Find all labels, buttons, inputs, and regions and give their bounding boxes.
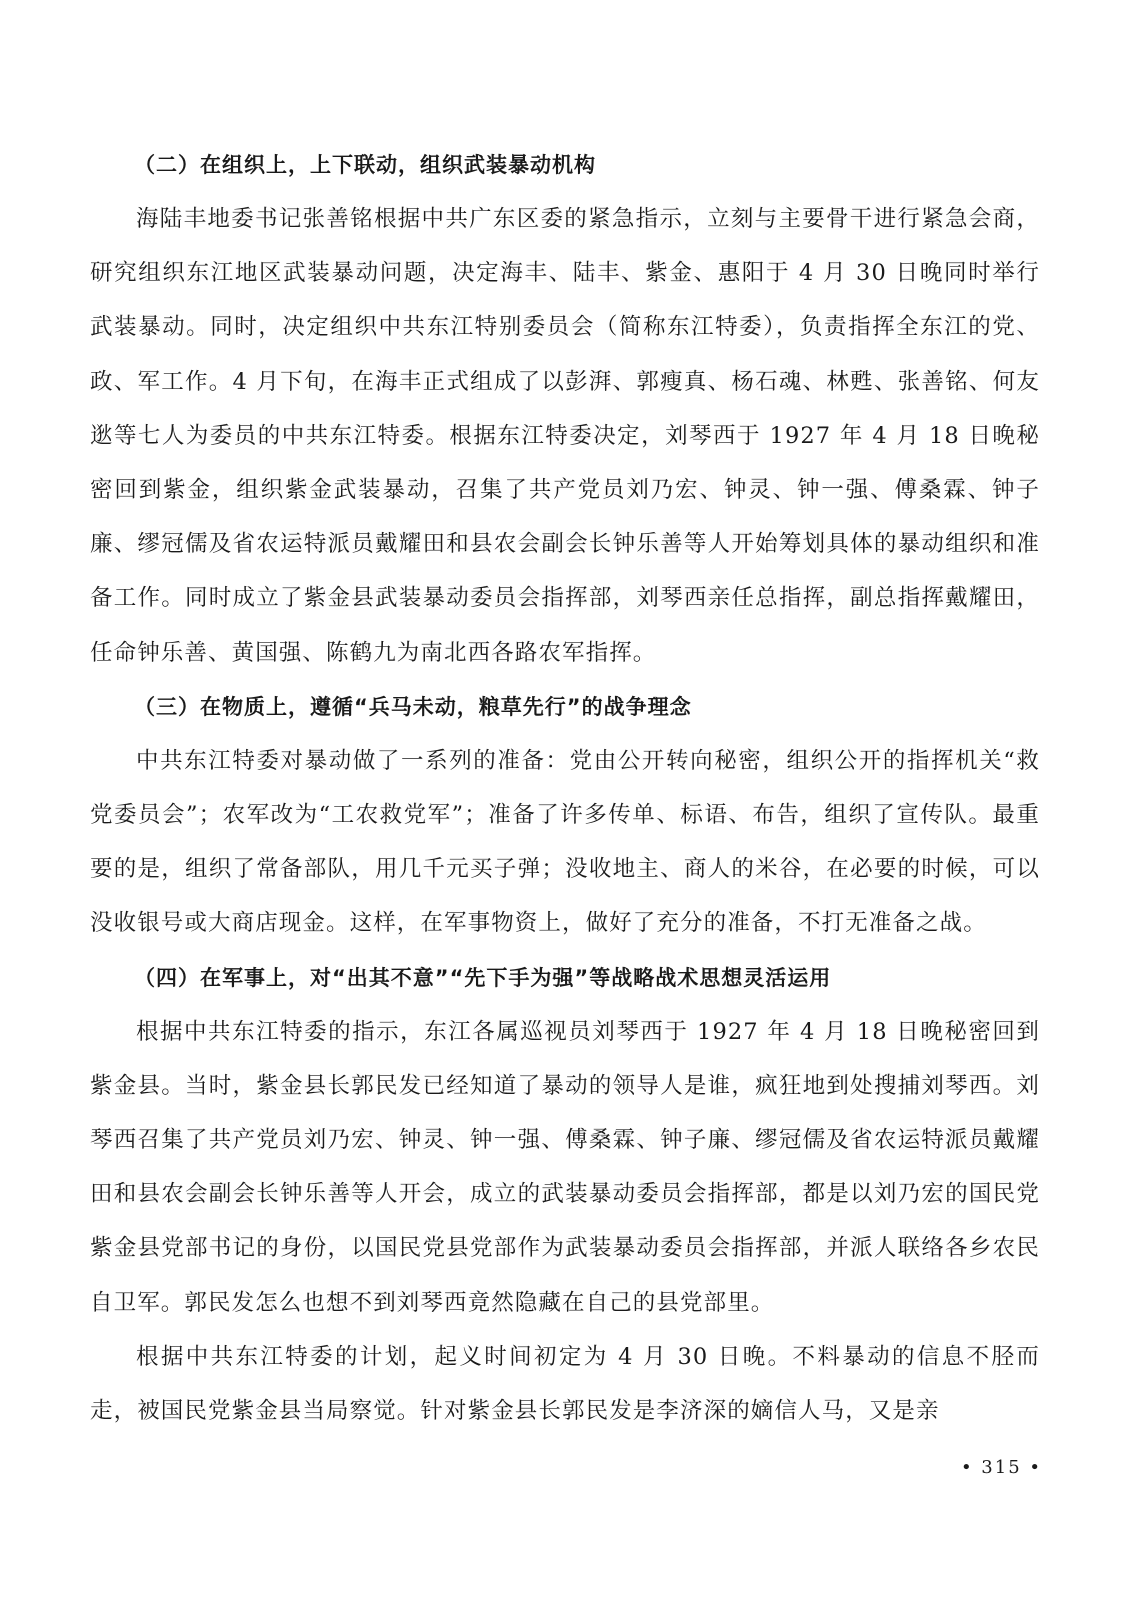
paragraph: 海陆丰地委书记张善铭根据中共广东区委的紧急指示，立刻与主要骨干进行紧急会商，研究组织东江地区武装暴动问题，决定海丰、陆丰、紫金、惠阳于 4 月 30 日晚同时举行武装暴动。同时，决定组织中共东江特别委员会（简称东江特委），负责指挥全东江的党、政、军工作。4 月下旬，在海丰正式组成了以彭湃、郭瘦真、杨石魂、林甦、张善铭、何友逖等七人为委员的中共东江特委。根据东江特委决定，刘琴西于 1927 年 4 月 18 日晚秘密回到紫金，组织紫金武装暴动，召集了共产党员刘乃宏、钟灵、钟一强、傅桑霖、钟子廉、缪冠儒及省农运特派员戴耀田和县农会副会长钟乐善等人开始筹划具体的暴动组织和准备工作。同时成立了紫金县武装暴动委员会指挥部，刘琴西亲任总指挥，副总指挥戴耀田，任命钟乐善、黄国强、陈鹤九为南北西各路农军指挥。 xyxy=(90,206,1040,666)
page-number: • 315 • xyxy=(960,1457,1042,1478)
section-heading-2: （二）在组织上，上下联动，组织武装暴动机构 xyxy=(134,153,596,177)
paragraph: 根据中共东江特委的指示，东江各属巡视员刘琴西于 1927 年 4 月 18 日晚秘密回到紫金县。当时，紫金县长郭民发已经知道了暴动的领导人是谁，疯狂地到处搜捕刘琴西。刘琴西召集了共产党员刘乃宏、钟灵、钟一强、傅桑霖、钟子廉、缪冠儒及省农运特派员戴耀田和县农会副会长钟乐善等人开会，成立的武装暴动委员会指挥部，都是以刘乃宏的国民党紫金县党部书记的身份，以国民党县党部作为武装暴动委员会指挥部，并派人联络各乡农民自卫军。郭民发怎么也想不到刘琴西竟然隐藏在自己的县党部里。 xyxy=(90,1018,1040,1316)
section-heading-4: （四）在军事上，对“出其不意”“先下手为强”等战略战术思想灵活运用 xyxy=(134,965,832,990)
document-page xyxy=(90,138,1040,1438)
section-heading-3: （三）在物质上，遵循“兵马未动，粮草先行”的战争理念 xyxy=(134,694,692,719)
paragraph: 根据中共东江特委的计划，起义时间初定为 4 月 30 日晚。不料暴动的信息不胫而走，被国民党紫金县当局察觉。针对紫金县长郭民发是李济深的嫡信人马，又是亲 xyxy=(90,1343,1040,1425)
paragraph: 中共东江特委对暴动做了一系列的准备：党由公开转向秘密，组织公开的指挥机关“救党委员会”；农军改为“工农救党军”；准备了许多传单、标语、布告，组织了宣传队。最重要的是，组织了常备部队，用几千元买子弹；没收地主、商人的米谷，在必要的时候，可以没收银号或大商店现金。这样，在军事物资上，做好了充分的准备，不打无准备之战。 xyxy=(90,747,1040,937)
